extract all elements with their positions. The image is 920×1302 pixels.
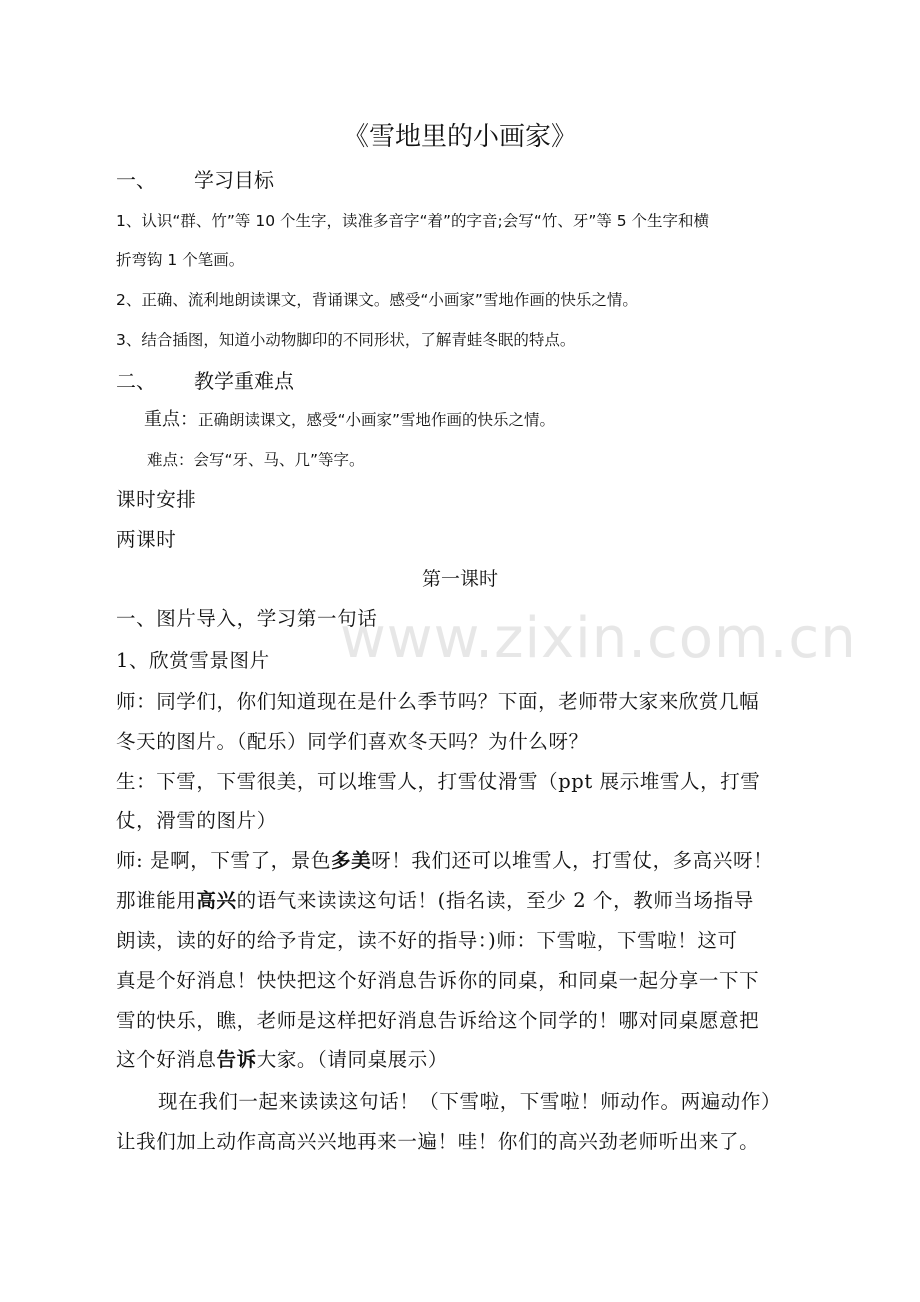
- objective-line: 3、结合插图，知道小动物脚印的不同形状，了解青蛙冬眠的特点。: [116, 331, 576, 349]
- schedule-heading: 课时安排: [116, 488, 197, 511]
- paragraph-line: [116, 891, 754, 911]
- text-segment: 这个好消息: [116, 1048, 217, 1071]
- section-heading-objectives: [116, 170, 274, 190]
- paragraph-line: [116, 1050, 448, 1070]
- paragraph-line: 师：同学们，你们知道现在是什么季节吗？下面，老师带大家来欣赏几幅: [116, 690, 760, 713]
- lesson-title: 第一课时: [421, 568, 498, 590]
- text-segment: 那谁能用: [116, 889, 197, 912]
- schedule-value: 两课时: [116, 528, 177, 551]
- document-title: 《雪地里的小画家》: [342, 122, 577, 152]
- text-segment: 大家。（请同桌展示）: [256, 1048, 448, 1071]
- part-heading: 一、图片导入，学习第一句话: [116, 607, 378, 630]
- section-number: 二、: [116, 369, 156, 393]
- objective-line: 折弯钩 1 个笔画。: [116, 251, 245, 269]
- text-segment: 师: 是啊，下雪了，景色: [116, 849, 331, 872]
- difficulty-point: 难点：会写“牙、马、几”等字。: [147, 451, 365, 469]
- key-point-label: 重点：: [144, 409, 198, 430]
- paragraph-line: 真是个好消息！快快把这个好消息告诉你的同桌，和同桌一起分享一下下: [116, 969, 760, 992]
- text-segment: 的语气来读读这句话！(指名读，至少 2 个，教师当场指导: [236, 889, 754, 912]
- paragraph-line: 仗，滑雪的图片）: [116, 809, 277, 832]
- paragraph-line: 让我们加上动作高高兴兴地再来一遍！哇！你们的高兴劲老师听出来了。: [116, 1130, 760, 1153]
- section-number: 一、: [116, 168, 156, 192]
- emphasis-text: 高兴: [196, 889, 237, 912]
- paragraph-line: 雪的快乐，瞧，老师是这样把好消息告诉给这个同学的！哪对同桌愿意把: [116, 1009, 760, 1032]
- paragraph-line: [116, 851, 773, 871]
- paragraph-line: 冬天的图片。（配乐）同学们喜欢冬天吗？为什么呀？: [116, 730, 589, 753]
- section-heading-key-points: [116, 371, 294, 391]
- key-point-text: 正确朗读课文，感受“小画家”雪地作画的快乐之情。: [198, 411, 556, 429]
- section-title: 教学重难点: [194, 369, 294, 393]
- watermark: www.zixin.com.cn: [340, 606, 857, 671]
- paragraph-line: 现在我们一起来读读这句话！（下雪啦，下雪啦！师动作。两遍动作）: [158, 1090, 782, 1113]
- section-title: 学习目标: [194, 168, 274, 192]
- paragraph-line: 生：下雪，下雪很美，可以堆雪人，打雪仗滑雪（ppt 展示堆雪人，打雪: [116, 770, 761, 793]
- emphasis-text: 多美: [330, 849, 372, 872]
- objective-line: 1、认识“群、竹”等 10 个生字，读准多音字“着”的字音;会写“竹、牙”等 5 个生字和横: [116, 212, 710, 230]
- paragraph-line: 朗读，读的好的给予肯定，读不好的指导：)师：下雪啦，下雪啦！这可: [116, 929, 738, 952]
- text-segment: 呀！我们还可以堆雪人，打雪仗，多高兴呀！: [371, 849, 774, 872]
- key-point: [144, 411, 555, 429]
- objective-line: 2、正确、流利地朗读课文，背诵课文。感受“小画家”雪地作画的快乐之情。: [116, 291, 638, 309]
- emphasis-text: 告诉: [216, 1048, 257, 1071]
- step-heading: 1、欣赏雪景图片: [116, 649, 270, 672]
